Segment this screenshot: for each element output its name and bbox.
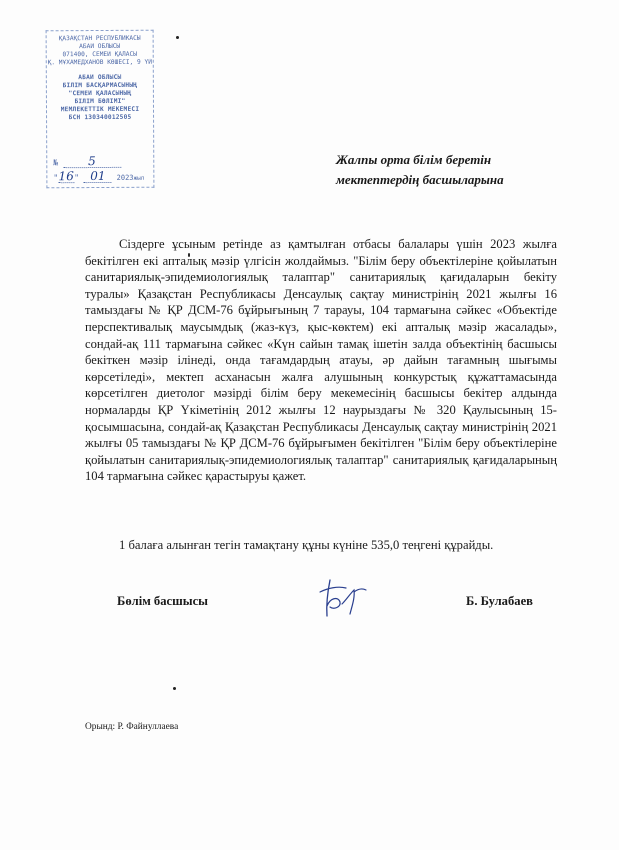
stamp-date-year: 2023 [116, 173, 134, 182]
executor-note: Орынд: Р. Файнуллаева [85, 722, 179, 732]
stamp-line: БІЛІМ БӨЛІМІ" [74, 97, 126, 106]
page-dot [173, 687, 176, 690]
stamp-line: Қ. МҰХАМЕДХАНОВ КӨШЕСІ, 9 ҮЙ [47, 58, 152, 67]
stamp-number-value: 5 [88, 154, 96, 169]
stamp-number-label: № [53, 158, 59, 168]
handwritten-signature [316, 576, 368, 620]
signatory-title: Бөлім басшысы [117, 594, 208, 608]
stamp-line: 071400, СЕМЕЙ ҚАЛАСЫ [62, 50, 137, 59]
registration-stamp [46, 30, 155, 189]
stamp-line: БІЛІМ БАСҚАРМАСЫНЫҢ [62, 81, 138, 90]
letter-body-paragraph: Сіздерге ұсыным ретінде аз қамтылған отбасы балалары үшін 2023 жылға бекітілген екі апталық мәзір үлгісін жолдаймыз. "Білім беру объектілеріне қойылатын санитариялық-эпидемиологиялық талаптар" санитариялық қағидаларын бекіту туралы» Қазақстан Республикасы Денсаулық сақтау министрінің 2021 жылғы 16 тамыздағы № ҚР ДСМ-76 бұйрығының 7 тарауы, 104 тармағына сәйкес «Объектіде перспективалық маусымдық (жаз-күз, қыс-көктем) екі апталық мәзір жасалады», сондай-ақ 111 тармағына сәйкес «Күн сайын тамақ ішетін залда объектінің басшысы бекіткен мәзір ілінеді, онда тағамдардың атауы, әр дайын тағамның шығымы көрсетіледі», мектеп асханасын жалға алушының конкурстық құжаттамасында көрсетілген диетолог мәзірді білім беру мекемесінің басшысы бекітер алдында нормаларды ҚР Үкіметінің 2012 жылғы 12 наурыздағы № 320 Қаулысының 15-қосымшасына, сондай-ақ Қазақстан Республикасы Денсаулық сақтау министрінің 2021 жылғы 05 тамыздағы № ҚР ДСМ-76 бұйрығымен бекітілген "Білім беру объектілеріне қойылатын санитариялық-эпидемиологиялық талаптар" санитариялық қағидаларының 104 тармағына сәйкес қарастыруы қажет. [85, 237, 557, 484]
stamp-line: ҚАЗАҚСТАН РЕСПУБЛИКАСЫ [58, 34, 141, 43]
recipient-line: мектептердің басшыларына [336, 172, 504, 187]
stamp-line: МЕМЛЕКЕТТІК МЕКЕМЕСІ [60, 105, 140, 114]
signatory-name: Б. Булабаев [466, 594, 533, 608]
stamp-line: БСН 130340012505 [68, 113, 132, 122]
stamp-registration-number [53, 154, 151, 169]
stamp-line: АБАЙ ОБЛЫСЫ [78, 73, 122, 82]
stamp-date-day: 16 [58, 169, 74, 184]
recipient-line: Жалпы орта білім беретін [336, 152, 492, 167]
recipient-block [336, 150, 566, 190]
stamp-line: "СЕМЕЙ ҚАЛАСЫНЫҢ [68, 89, 132, 98]
stamp-date-suffix: жыл [133, 174, 145, 182]
stamp-line: АБАЙ ОБЛЫСЫ [79, 42, 121, 51]
letter-body-paragraph: 1 балаға алынған тегін тамақтану құны күніне 535,0 теңгені құрайды. [119, 538, 494, 552]
stamp-registration-date: "16" 01 2023жыл [53, 168, 145, 184]
stamp-date-month: 01 [90, 168, 106, 184]
page-dot [176, 36, 179, 39]
